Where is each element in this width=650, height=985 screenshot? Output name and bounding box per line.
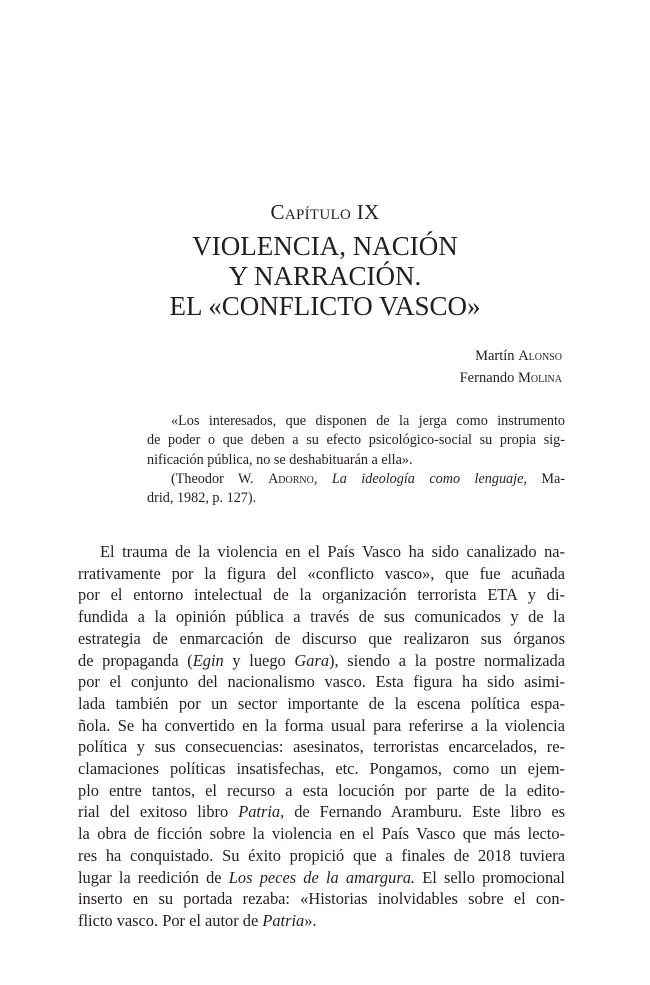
italic-title: Egin <box>192 650 224 670</box>
citation-open: (Theodor W. <box>171 470 254 487</box>
author-name <box>460 345 562 367</box>
body-line <box>78 867 565 889</box>
chapter-title-line: VIOLENCIA, NACIÓN <box>192 231 458 261</box>
body-line <box>78 715 565 737</box>
chapter-title-line: Y NARRACIÓN. <box>228 261 422 291</box>
body-text-run: El sello promocional <box>415 867 565 887</box>
body-text-run: por el conjunto del nacionalismo vasco. Esta figura ha sido asimi- <box>78 672 565 692</box>
body-text-run: la obra de ficción sobre la violencia en el País Vasco que más lecto- <box>78 824 565 844</box>
epigraph-line: nificación pública, no se deshabituarán a ella». <box>147 451 413 468</box>
body-line <box>78 693 565 715</box>
chapter-number: IX <box>356 200 380 224</box>
author-first-name: Fernando <box>459 370 515 386</box>
body-text-run: rial del exitoso libro <box>78 802 239 822</box>
body-line <box>78 780 565 802</box>
body-text-run: ), siendo a la postre normalizada <box>329 650 565 670</box>
body-text-run: política y sus consecuencias: asesinatos, terroristas encarcelados, re- <box>78 737 565 757</box>
author-last-name: Alonso <box>518 348 562 364</box>
body-line <box>78 584 565 606</box>
body-text-run: ». <box>304 910 317 930</box>
body-text-run: de Fernando Aramburu. Este libro es <box>284 802 565 822</box>
body-line <box>78 606 565 628</box>
italic-title: Gara <box>294 650 330 670</box>
body-text-run: clamaciones políticas insatisfechas, etc. Pongamos, como un ejem- <box>78 759 565 779</box>
epigraph-citation-line: drid, 1982, p. 127). <box>147 490 257 507</box>
body-line <box>78 758 565 780</box>
italic-title: Los peces de la amargura. <box>228 867 415 887</box>
body-line <box>78 541 565 563</box>
body-text-run: res ha conquistado. Su éxito propició que a finales de 2018 tuviera <box>78 845 565 865</box>
body-text-run: y luego <box>223 650 295 670</box>
epigraph-line: «Los interesados, que disponen de la jerga como instrumento <box>171 413 565 429</box>
body-line <box>78 845 565 867</box>
author-first-name: Martín <box>475 348 515 364</box>
epigraph-citation: (Theodor W. Adorno, La ideología como lenguaje, Ma- <box>171 470 566 487</box>
author-list <box>460 345 562 389</box>
body-text-run: flicto vasco. Por el autor de <box>78 910 263 930</box>
body-line <box>78 888 565 910</box>
body-text-run: plo entre tantos, el recurso a esta locución por parte de la edito- <box>78 780 565 800</box>
epigraph <box>147 412 565 508</box>
body-text-run: lugar la reedición de <box>78 867 229 887</box>
body-line <box>78 671 565 693</box>
chapter-title <box>0 231 650 321</box>
citation-work: La ideología como lenguaje, <box>331 470 527 487</box>
body-line <box>78 628 565 650</box>
citation-author: Adorno <box>268 470 314 487</box>
author-name <box>460 367 562 389</box>
body-text-run: El trauma de la violencia en el País Vasco ha sido canalizado na- <box>100 542 565 561</box>
body-line <box>78 563 565 585</box>
body-text-run: fundida a la opinión pública a través de sus comunicados y de la <box>78 607 565 627</box>
body-paragraph <box>78 541 565 932</box>
italic-title: Patria, <box>238 802 285 822</box>
body-text-run: de propaganda ( <box>78 650 193 670</box>
chapter-label-prefix: Capítulo <box>270 200 352 224</box>
italic-title: Patria <box>262 910 305 930</box>
body-line <box>78 801 565 823</box>
body-text-run: estrategia de enmarcación de discurso que realizaron sus órganos <box>78 628 565 648</box>
body-text-run: por el entorno intelectual de la organización terrorista ETA y di- <box>78 585 565 605</box>
epigraph-line: de poder o que deben a su efecto psicológico-social su propia sig- <box>147 432 565 449</box>
body-text-run: inserto en su portada rezaba: «Historias inolvidables sobre el con- <box>78 889 565 909</box>
body-line <box>78 910 565 932</box>
body-line <box>78 650 565 672</box>
body-text-run: ñola. Se ha convertido en la forma usual para referirse a la violencia <box>78 715 565 735</box>
chapter-label <box>0 200 650 225</box>
body-line <box>78 736 565 758</box>
chapter-title-line: EL «CONFLICTO VASCO» <box>169 291 481 321</box>
author-last-name: Molina <box>518 370 562 386</box>
body-text-run: rrativamente por la figura del «conflicto vasco», que fue acuñada <box>78 563 565 583</box>
citation-after: Ma- <box>541 470 566 487</box>
body-line <box>78 823 565 845</box>
body-text-run: lada también por un sector importante de la escena política espa- <box>78 693 565 713</box>
